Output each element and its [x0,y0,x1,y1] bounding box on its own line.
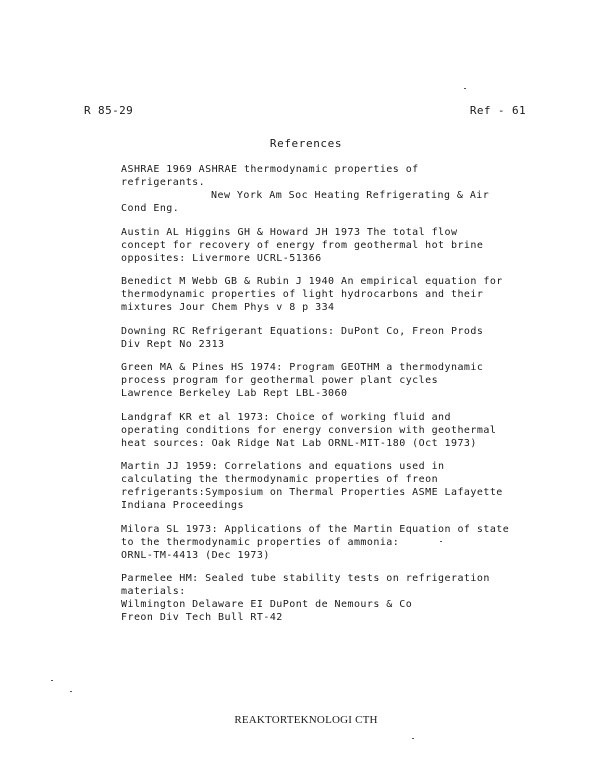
reference-line: Lawrence Berkeley Lab Rept LBL-3060 [121,388,348,399]
page-footer: REAKTORTEKNOLOGI CTH [234,714,378,726]
reference-line: Wilmington Delaware EI DuPont de Nemours & Co [121,599,413,610]
reference-line: Freon Div Tech Bull RT-42 [121,612,283,623]
scan-speck [412,738,414,739]
reference-line: Milora SL 1973: Applications of the Martin Equation of state [121,523,510,535]
reference-line: refrigerants:Symposium on Thermal Properties ASME Lafayette [121,487,503,498]
reference-martin-1959 [121,460,516,512]
reference-line: Martin JJ 1959: Correlations and equations used in [121,461,445,472]
scan-speck [51,680,53,681]
reference-line: thermodynamic properties of light hydrocarbons and their [121,289,484,300]
reference-line: mixtures Jour Chem Phys v 8 p 334 [121,302,335,313]
page-reference: Ref - 61 [469,104,526,117]
reference-line: Parmelee HM: Sealed tube stability tests on refrigeration [121,573,490,584]
report-number: R 85-29 [84,104,134,117]
reference-line: materials: [121,586,186,597]
reference-green-1974 [121,361,516,400]
scan-speck [464,88,466,89]
reference-line: to the thermodynamic properties of ammonia: [121,536,400,548]
reference-line: ORNL-TM-4413 (Dec 1973) [121,549,270,561]
reference-list [121,163,516,635]
reference-line: concept for recovery of energy from geothermal hot brine [121,239,484,251]
reference-line: process program for geothermal power plant cycles [121,375,439,386]
reference-ashrae-1969 [121,163,516,215]
reference-parmelee [121,572,516,624]
page-title: References [269,137,343,150]
reference-benedict-1940 [121,275,516,314]
reference-line: Benedict M Webb GB & Rubin J 1940 An empirical equation for [121,276,503,287]
reference-line: refrigerants. [121,177,206,188]
reference-line: operating conditions for energy conversion with geothermal [121,424,497,436]
reference-landgraf-1973 [121,411,516,450]
reference-line: Green MA & Pines HS 1974: Program GEOTHM a thermodynamic [121,362,484,373]
reference-downing [121,325,516,351]
reference-line: opposites: Livermore UCRL-51366 [121,252,322,264]
reference-milora-1973 [121,523,516,562]
reference-line: Landgraf KR et al 1973: Choice of working fluid and [121,411,451,423]
reference-line: Div Rept No 2313 [121,338,225,350]
scan-speck [440,541,442,542]
reference-line: Indiana Proceedings [121,500,244,511]
reference-line: Downing RC Refrigerant Equations: DuPont Co, Freon Prods [121,325,484,337]
scan-speck [70,691,72,692]
reference-austin-1973 [121,226,516,265]
reference-line: ASHRAE 1969 ASHRAE thermodynamic properties of [121,164,419,175]
reference-line: Cond Eng. [121,203,180,214]
reference-line: New York Am Soc Heating Refrigerating & Air [211,190,490,201]
reference-line: calculating the thermodynamic properties of freon [121,474,439,485]
reference-line: Austin AL Higgins GH & Howard JH 1973 The total flow [121,226,458,238]
reference-line: heat sources: Oak Ridge Nat Lab ORNL-MIT-180 (Oct 1973) [121,437,477,449]
